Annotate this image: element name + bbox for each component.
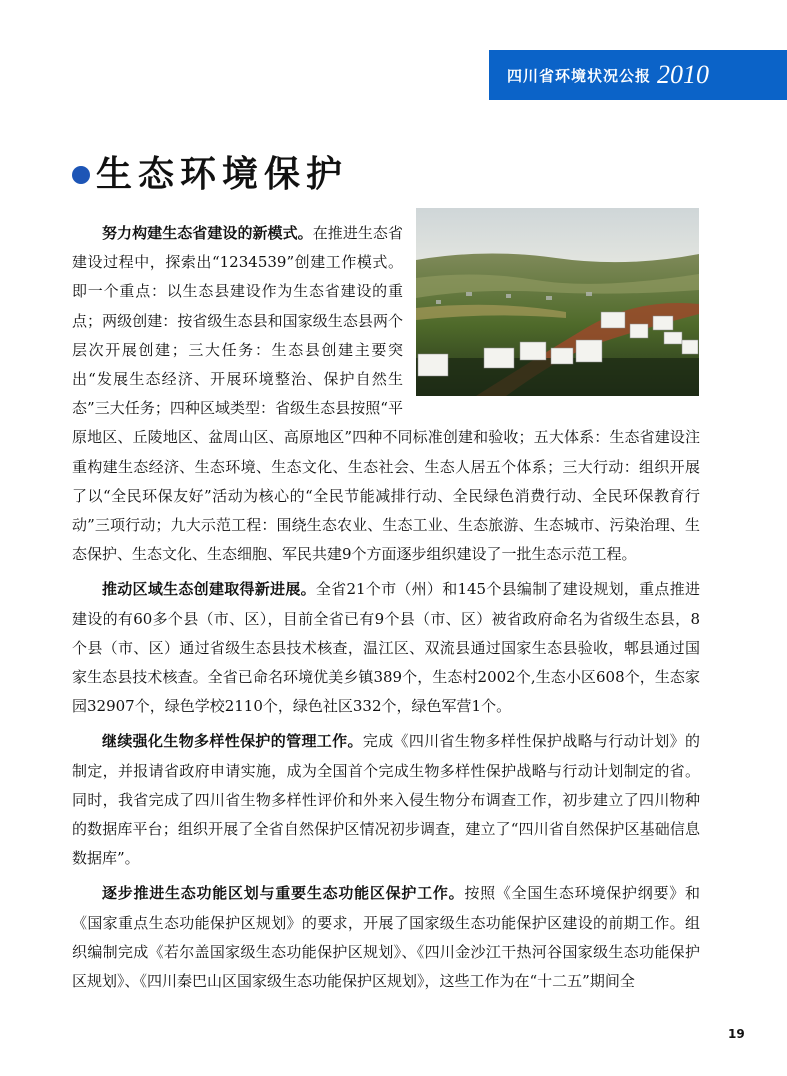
paragraph-lead: 继续强化生物多样性保护的管理工作。 (102, 732, 363, 751)
report-year: 2010 (657, 60, 710, 89)
section-heading (72, 148, 348, 194)
paragraph-lead: 努力构建生态省建设的新模式。 (102, 224, 313, 242)
report-header-tab (489, 50, 787, 100)
paragraph-text: 在推进生态省建设过程中，探索出“1234539”创建工作模式。即一个重点：以生态县建设作为生态省建设的重点；两级创建：按省级生态县和国家级生态县两个层次开展创建；三大任务：生态县创建主要突出“发展生态经济、开展环境整治、保护自然生态”三大任务；四种区域类型：省级生态县按照“平原地区、丘陵地区、盆周山区、高原地区”四种不同标准创建和验收；五大体系：生态省建设注重构建生态经济、生态环境、生态文化、生态社会、生态人居五个体系；三大行动：组织开展了以“全民环保友好”活动为核心的“全民节能减排行动、全民绿色消费行动、全民环保教育行动”三项行动；九大示范工程：围绕生态农业、生态工业、生态旅游、生态城市、污染治理、生态保护、生态文化、生态细胞、军民共建9个方面逐步组织建设了一批生态示范工程。 (72, 224, 700, 564)
paragraph-biodiversity (72, 727, 700, 873)
paragraph-text: 按照《全国生态环境保护纲要》和《国家重点生态功能保护区规划》的要求，开展了国家级生态功能保护区建设的前期工作。组织编制完成《若尔盖国家级生态功能保护区规划》、《四川金沙江干热河谷国家级生态功能保护区规划》、《四川秦巴山区国家级生态功能保护区规划》，这些工作为在“十二五”期间全 (72, 884, 700, 991)
bullet-dot-icon (72, 166, 90, 184)
paragraph-text: 全省21个市（州）和145个县编制了建设规划，重点推进建设的有60多个县（市、区），目前全省已有9个县（市、区）被省政府命名为省级生态县，8个县（市、区）通过省级生态县技术核查，温江区、双流县通过国家生态县验收，郫县通过国家生态县技术核查。全省已命名环境优美乡镇389个，生态村2002个,生态小区608个，生态家园32907个，绿色学校2110个，绿色社区332个，绿色军营1个。 (72, 580, 700, 716)
paragraph-text: 完成《四川省生物多样性保护战略与行动计划》的制定，并报请省政府申请实施，成为全国首个完成生物多样性保护战略与行动计划制定的省。同时，我省完成了四川省生物多样性评价和外来入侵生物分布调查工作，初步建立了四川物种的数据库平台；组织开展了全省自然保护区情况初步调查，建立了“四川省自然保护区基础信息数据库”。 (72, 732, 700, 868)
paragraph-eco-function-zones (72, 879, 700, 996)
paragraph-lead: 推动区域生态创建取得新进展。 (102, 580, 316, 599)
paragraph-regional-progress (72, 575, 700, 721)
paragraph-lead: 逐步推进生态功能区划与重要生态功能区保护工作。 (102, 884, 465, 903)
article-body (72, 219, 700, 1002)
report-title: 四川省环境状况公报 (507, 66, 652, 85)
section-title: 生态环境保护 (96, 153, 349, 195)
page-number: 19 (728, 1027, 745, 1041)
